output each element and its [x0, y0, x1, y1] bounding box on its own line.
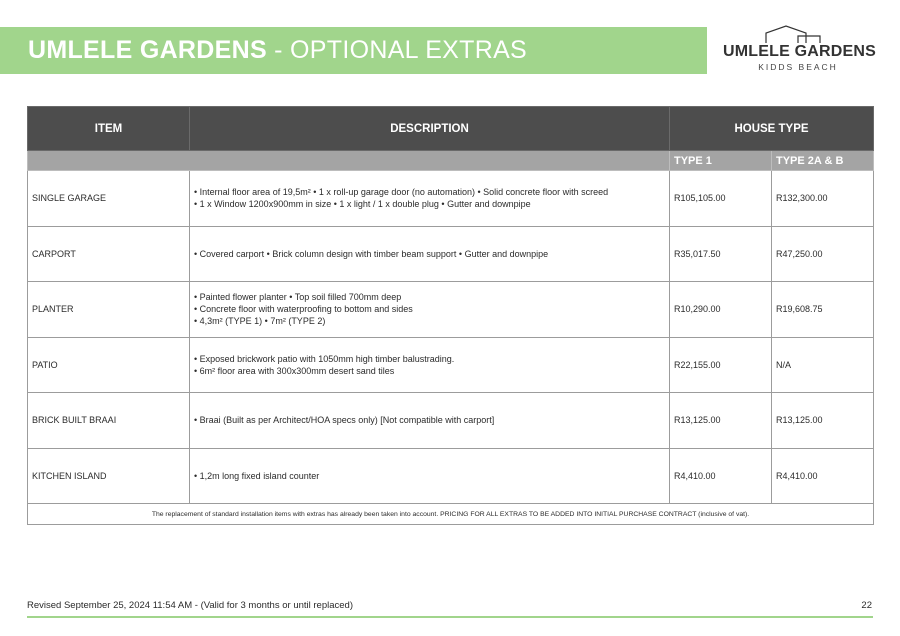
description-line: • Concrete floor with waterproofing to bottom and sides	[194, 304, 413, 315]
description-line: • Painted flower planter • Top soil filled 700mm deep	[194, 292, 402, 303]
header-description: DESCRIPTION	[190, 107, 670, 151]
page-title-rest: - OPTIONAL EXTRAS	[266, 36, 528, 64]
table-row	[28, 282, 874, 338]
row-item: PATIO	[28, 337, 190, 393]
table-row	[28, 393, 874, 449]
row-price-type-2: R19,608.75	[772, 282, 874, 338]
header-item: ITEM	[28, 107, 190, 151]
table-row	[28, 337, 874, 393]
row-item: CARPORT	[28, 226, 190, 282]
brand-logo	[720, 24, 876, 74]
row-description	[190, 226, 670, 282]
row-description	[190, 171, 670, 227]
description-line: • 4,3m² (TYPE 1) • 7m² (TYPE 2)	[194, 316, 326, 327]
description-line: • Braai (Built as per Architect/HOA specs only) [Not compatible with carport]	[194, 415, 495, 426]
row-description	[190, 282, 670, 338]
description-line: • Internal floor area of 19,5m² • 1 x roll-up garage door (no automation) • Solid concrete floor with screed	[194, 187, 609, 198]
row-price-type-1: R35,017.50	[670, 226, 772, 282]
title-banner	[0, 27, 707, 74]
row-description	[190, 448, 670, 504]
table-note-row	[28, 504, 874, 525]
description-line: • 1 x Window 1200x900mm in size • 1 x light / 1 x double plug • Gutter and downpipe	[194, 199, 531, 210]
row-price-type-1: R4,410.00	[670, 448, 772, 504]
description-line: • 1,2m long fixed island counter	[194, 470, 320, 481]
row-price-type-1: R105,105.00	[670, 171, 772, 227]
optional-extras-table	[27, 106, 874, 525]
logo-subtitle: KIDDS BEACH	[758, 62, 838, 72]
description-line: • Covered carport • Brick column design with timber beam support • Gutter and downpipe	[194, 248, 549, 259]
row-price-type-2: R132,300.00	[772, 171, 874, 227]
row-description	[190, 393, 670, 449]
row-price-type-2: R13,125.00	[772, 393, 874, 449]
revised-date: Revised September 25, 2024 11:54 AM - (Valid for 3 months or until replaced)	[27, 600, 353, 611]
row-price-type-2: N/A	[772, 337, 874, 393]
header-type-1: TYPE 1	[670, 151, 772, 171]
logo-name: UMLELE GARDENS	[723, 43, 877, 60]
table-row	[28, 448, 874, 504]
row-price-type-2: R47,250.00	[772, 226, 874, 282]
row-item: SINGLE GARAGE	[28, 171, 190, 227]
row-price-type-1: R13,125.00	[670, 393, 772, 449]
description-line: • 6m² floor area with 300x300mm desert sand tiles	[194, 365, 395, 376]
pricing-note: The replacement of standard installation items with extras has already been taken into account. PRICING FOR ALL EXTRAS TO BE ADDED INTO INITIAL PURCHASE CONTRACT (inclusive of vat).	[28, 504, 874, 525]
table-header-row	[28, 107, 874, 151]
page-title-bold: UMLELE GARDENS	[28, 36, 267, 64]
page-title	[28, 36, 527, 65]
row-price-type-1: R22,155.00	[670, 337, 772, 393]
subheader-blank-desc	[190, 151, 670, 171]
subheader-blank-item	[28, 151, 190, 171]
row-price-type-2: R4,410.00	[772, 448, 874, 504]
description-line: • Exposed brickwork patio with 1050mm high timber balustrading.	[194, 353, 455, 364]
table-row	[28, 171, 874, 227]
row-description	[190, 337, 670, 393]
footer-divider	[27, 616, 873, 618]
page-number: 22	[861, 600, 872, 611]
table-row	[28, 226, 874, 282]
header-type-2: TYPE 2A & B	[772, 151, 874, 171]
header-house-type: HOUSE TYPE	[670, 107, 874, 151]
row-item: PLANTER	[28, 282, 190, 338]
house-roof-icon	[720, 24, 876, 44]
row-item: BRICK BUILT BRAAI	[28, 393, 190, 449]
row-item: KITCHEN ISLAND	[28, 448, 190, 504]
table-subheader-row	[28, 151, 874, 171]
table-body	[28, 171, 874, 504]
row-price-type-1: R10,290.00	[670, 282, 772, 338]
